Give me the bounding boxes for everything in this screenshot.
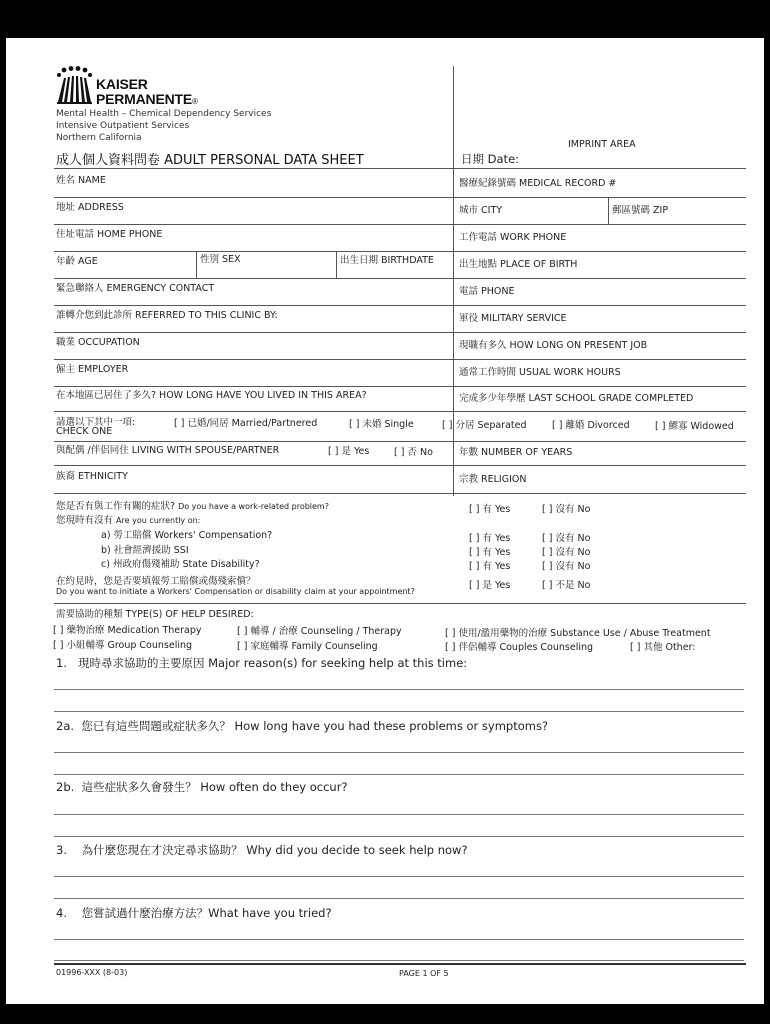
answer-line[interactable] (54, 774, 744, 775)
question-2b: 2b. 這些症狀多久會發生？ How often do they occur? (56, 780, 348, 794)
ethnicity-field[interactable]: 族裔 ETHNICITY (56, 471, 128, 482)
job-length-field[interactable]: 現職有多久 HOW LONG ON PRESENT JOB (459, 340, 648, 351)
group-checkbox[interactable]: [ ] 小組輔導 Group Counseling (53, 640, 193, 651)
sex-field[interactable]: 性別 SEX (200, 254, 241, 265)
answer-line[interactable] (54, 814, 744, 815)
row-line (54, 197, 746, 198)
footer-divider (54, 963, 746, 965)
state-disability-no[interactable]: [ ] 沒有 No (542, 561, 591, 572)
answer-line[interactable] (54, 898, 744, 899)
emergency-contact-field[interactable]: 緊急聯絡人 EMERGENCY CONTACT (56, 283, 215, 294)
answer-line[interactable] (54, 876, 744, 877)
form-code: 01996-XXX (8-03) (56, 968, 128, 977)
answer-line[interactable] (54, 939, 744, 940)
column-divider (453, 66, 454, 496)
medication-checkbox[interactable]: [ ] 藥物治療 Medication Therapy (53, 625, 202, 636)
date-field[interactable]: 日期 Date: (461, 152, 520, 166)
row-line (54, 411, 746, 412)
sex-divider (196, 251, 197, 278)
question-1: 1. 現時尋求協助的主要原因 Major reason(s) for seeking help at this time: (56, 656, 468, 670)
zip-divider (608, 198, 609, 225)
zip-field[interactable]: 郵區號碼 ZIP (612, 205, 669, 216)
medical-record-field[interactable]: 醫療紀錄號碼 MEDICAL RECORD # (459, 178, 617, 189)
claim-question-en: Do you want to initiate a Workers' Compensation or disability claim at your appointment? (56, 587, 415, 596)
religion-field[interactable]: 宗教 RELIGION (459, 474, 527, 485)
workers-comp-no[interactable]: [ ] 沒有 No (542, 533, 591, 544)
ssi-yes[interactable]: [ ] 有 Yes (469, 547, 511, 558)
number-of-years-field[interactable]: 年數 NUMBER OF YEARS (459, 447, 573, 458)
question-3: 3. 為什麼您現在才決定尋求協助？ Why did you decide to seek help now? (56, 843, 468, 857)
row-line (54, 493, 746, 494)
claim-yes[interactable]: [ ] 是 Yes (469, 580, 511, 591)
state-disability-yes[interactable]: [ ] 有 Yes (469, 561, 511, 572)
separated-checkbox[interactable]: [ ] 分居 Separated (442, 420, 527, 431)
ssi-label: b) 社會經濟援助 SSI (101, 545, 189, 556)
row-line (54, 465, 746, 466)
answer-line[interactable] (54, 689, 744, 690)
dept-line-1: Mental Health – Chemical Dependency Services (56, 109, 272, 119)
state-disability-label: c) 州政府傷殘補助 State Disability? (101, 559, 260, 570)
occupation-field[interactable]: 職業 OCCUPATION (56, 337, 140, 348)
couples-checkbox[interactable]: [ ] 伴侶輔導 Couples Counseling (445, 642, 594, 653)
row-line (54, 224, 746, 225)
place-of-birth-field[interactable]: 出生地點 PLACE OF BIRTH (459, 259, 578, 270)
row-line (54, 603, 746, 604)
single-checkbox[interactable]: [ ] 未婚 Single (349, 419, 414, 430)
home-phone-field[interactable]: 住址電話 HOME PHONE (56, 229, 163, 240)
claim-no[interactable]: [ ] 不是 No (542, 580, 591, 591)
kaiser-logo-icon (54, 66, 96, 106)
birthdate-divider (336, 251, 337, 278)
row-line (54, 168, 746, 169)
substance-checkbox[interactable]: [ ] 使用/濫用藥物的治療 Substance Use / Abuse Treatment (445, 628, 711, 639)
lived-area-field[interactable]: 在本地區已居住了多久? HOW LONG HAVE YOU LIVED IN THIS AREA? (56, 390, 367, 401)
ssi-no[interactable]: [ ] 沒有 No (542, 547, 591, 558)
birthdate-field[interactable]: 出生日期 BIRTHDATE (340, 255, 434, 266)
married-checkbox[interactable]: [ ] 已婚/同居 Married/Partnered (174, 418, 318, 429)
work-related-yes[interactable]: [ ] 有 Yes (469, 504, 511, 515)
form-page (6, 38, 764, 1004)
work-hours-field[interactable]: 通常工作時間 USUAL WORK HOURS (459, 367, 621, 378)
referred-by-field[interactable]: 誰轉介您到此診所 REFERRED TO THIS CLINIC BY: (56, 310, 278, 321)
logo-line-permanente: PERMANENTE® (96, 91, 198, 107)
family-checkbox[interactable]: [ ] 家庭輔導 Family Counseling (237, 641, 378, 652)
claim-question-zh: 在約見時，您是否要填報勞工賠償或傷殘索償？ (56, 576, 256, 587)
phone-field[interactable]: 電話 PHONE (459, 286, 515, 297)
city-field[interactable]: 城市 CITY (459, 205, 503, 216)
row-line (54, 332, 746, 333)
page-number: PAGE 1 OF 5 (399, 969, 449, 978)
row-line (54, 359, 746, 360)
workers-comp-label: a) 勞工賠償 Workers' Compensation? (101, 530, 273, 541)
question-2a: 2a. 您已有這些問題或症狀多久？ How long have you had these problems or symptoms? (56, 719, 549, 733)
row-line (54, 278, 746, 279)
dept-line-3: Northern California (56, 133, 142, 143)
question-4: 4. 您嘗試過什麼治療方法？What have you tried? (56, 906, 332, 920)
dept-line-2: Intensive Outpatient Services (56, 121, 190, 131)
age-field[interactable]: 年齡 AGE (56, 256, 98, 267)
divorced-checkbox[interactable]: [ ] 離婚 Divorced (552, 420, 630, 431)
answer-line[interactable] (54, 711, 744, 712)
living-with-label: 與配偶 /伴侶同住 LIVING WITH SPOUSE/PARTNER (56, 445, 280, 456)
widowed-checkbox[interactable]: [ ] 鰥寡 Widowed (655, 421, 734, 432)
employer-field[interactable]: 僱主 EMPLOYER (56, 364, 129, 375)
logo-line-kaiser: KAISER (96, 76, 148, 92)
work-related-question: 您是否有與工作有關的症狀? Do you have a work-related problem? (56, 501, 329, 512)
check-one-en: CHECK ONE (56, 426, 113, 437)
address-field[interactable]: 地址 ADDRESS (56, 202, 124, 213)
other-checkbox[interactable]: [ ] 其他 Other: (630, 642, 696, 653)
work-related-no[interactable]: [ ] 沒有 No (542, 504, 591, 515)
imprint-area-label: IMPRINT AREA (568, 139, 636, 150)
work-phone-field[interactable]: 工作電話 WORK PHONE (459, 232, 567, 243)
name-field[interactable]: 姓名 NAME (56, 175, 106, 186)
currently-on-label: 您現時有沒有 Are you currently on: (56, 515, 201, 526)
form-title: 成人個人資料問卷 ADULT PERSONAL DATA SHEET (56, 153, 364, 168)
help-types-title: 需要協助的種類 TYPE(S) OF HELP DESIRED: (56, 609, 254, 620)
military-service-field[interactable]: 軍役 MILITARY SERVICE (459, 313, 567, 324)
school-grade-field[interactable]: 完成多少年學歷 LAST SCHOOL GRADE COMPLETED (459, 393, 694, 404)
check-one-label: 請選以下其中一項: (56, 417, 136, 428)
living-no-checkbox[interactable]: [ ] 否 No (394, 447, 433, 458)
living-yes-checkbox[interactable]: [ ] 是 Yes (328, 446, 370, 457)
answer-line[interactable] (54, 836, 744, 837)
row-line (54, 305, 746, 306)
counseling-checkbox[interactable]: [ ] 輔導 / 治療 Counseling / Therapy (237, 626, 402, 637)
answer-line[interactable] (54, 960, 744, 961)
workers-comp-yes[interactable]: [ ] 有 Yes (469, 533, 511, 544)
answer-line[interactable] (54, 752, 744, 753)
